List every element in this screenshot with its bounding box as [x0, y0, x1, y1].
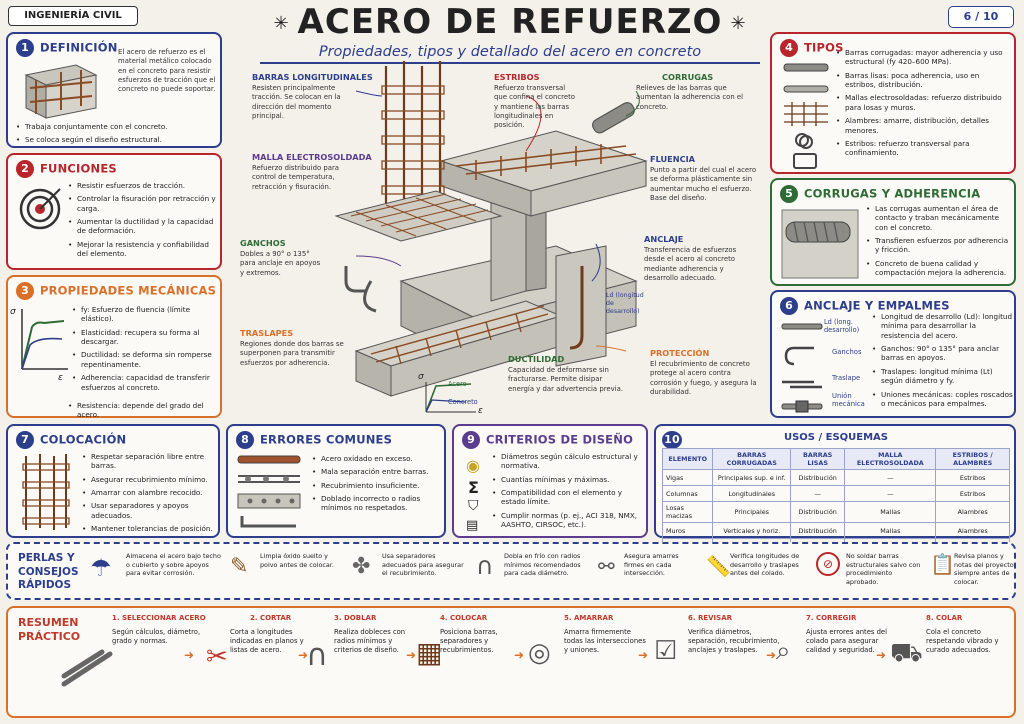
tipos-list: [836, 48, 1012, 162]
corrugas-title: CORRUGAS Y ADHERENCIA: [804, 186, 981, 201]
table-row: [663, 523, 1010, 539]
funciones-title: FUNCIONES: [40, 161, 117, 176]
propiedades-title: PROPIEDADES MECÁNICAS: [40, 283, 217, 298]
tip-text: Almacena el acero bajo techo o cubierto y sobre apoyos para evitar corrosión.: [126, 552, 221, 578]
criterios-bullet: • Cumplir normas (p. ej., ACI 318, NMX, AASHTO, CIRSOC, etc.).: [492, 511, 644, 530]
criterios-bullet: • Diámetros según cálculo estructural y normativa.: [492, 452, 644, 471]
panel-tipos: [770, 32, 1016, 174]
tip-text: Asegura amarres firmes en cada intersección.: [624, 552, 679, 578]
label-ganchos: GANCHOS: [240, 238, 286, 248]
usos-table-wrapper: [662, 448, 1010, 555]
step-title: 5. AMARRAR: [564, 614, 614, 622]
step-title: 8. COLAR: [926, 614, 963, 622]
corrugas-list: [866, 204, 1012, 282]
umbrella-icon: ☂: [90, 554, 112, 582]
magnifier-icon: ⌕: [776, 636, 791, 666]
panel-errores: [226, 424, 446, 538]
anclaje-bullet: • Uniones mecánicas: coples roscados o mecánicos para empalmes.: [872, 390, 1014, 409]
text-anclaje: Transferencia de esfuerzos desde el acero al concreto mediante adherencia y desarrollo adecuado.: [644, 246, 737, 282]
corrugas-bullet: • Las corrugas aumentan el área de contacto y traban mecánicamente con el concreto.: [866, 204, 1012, 232]
colocacion-bullet: • Mantener tolerancias de posición.: [82, 524, 218, 533]
errores-list: [312, 454, 444, 517]
text-estribos: Refuerzo transversal que confina el concreto y mantiene las barras longitudinales en posición.: [494, 84, 576, 130]
propiedades-list-last: [68, 401, 218, 424]
tipos-bullet: • Alambres: amarre, distribución, detalles menores.: [836, 116, 1012, 135]
page-subtitle: [260, 44, 760, 64]
tie-icon: ⚯: [598, 554, 615, 578]
cutter-icon: ✂: [206, 642, 228, 672]
usos-title: USOS / ESQUEMAS: [783, 432, 889, 443]
step-8: [926, 614, 1012, 656]
label-fluencia: FLUENCIA: [650, 154, 696, 164]
anclaje-bullet: • Ganchos: 90° o 135° para anclar barras en apoyos.: [872, 344, 1014, 363]
axis-epsilon-label: ε: [58, 373, 63, 383]
badge-8: 8: [236, 431, 254, 449]
anchorage-icons: [780, 318, 824, 418]
sigma-icon: Σ: [468, 478, 479, 497]
propiedades-bullet: • Adherencia: capacidad de transferir esfuerzos al concreto.: [72, 373, 218, 392]
text-ductilidad: Capacidad de deformarse sin fracturarse. Permite disipar energía y dar advertencia previa.: [508, 366, 624, 393]
text-ganchos: Dobles a 90° o 135° para anclaje en apoyos y extremos.: [240, 250, 321, 277]
table-cell: Alambres: [936, 523, 1010, 539]
page-title: [250, 2, 770, 44]
anclaje-bullet: • Traslapes: longitud mínima (Lt) según diámetro y fy.: [872, 367, 1014, 386]
usos-table: [662, 448, 1010, 555]
panel-criterios: [452, 424, 648, 538]
tip-text: Verifica longitudes de desarrollo y traslapes antes del colado.: [730, 552, 800, 578]
tipos-bullet: • Barras lisas: poca adherencia, uso en estribos, distribución.: [836, 71, 1012, 90]
tip-text: Dobla en frío con radios mínimos recomendados para cada diámetro.: [504, 552, 581, 578]
label-barras-longitudinales: BARRAS LONGITUDINALES: [252, 72, 373, 82]
arrow-icon: ➜: [184, 648, 195, 662]
table-cell: Distribución: [791, 523, 845, 539]
label-ductilidad: DUCTILIDAD: [508, 354, 565, 364]
criterios-title: CRITERIOS DE DISEÑO: [486, 432, 634, 447]
wire-spool-icon: ◎: [528, 638, 551, 668]
step-desc: Cola el concreto respetando vibrado y curado adecuados.: [926, 628, 999, 655]
badge-6: 6: [780, 297, 798, 315]
tipos-bullet: • Mallas electrosoldadas: refuerzo distribuido para losas y muros.: [836, 93, 1012, 112]
step-desc: Según cálculos, diámetro, grado y normas.: [112, 628, 201, 646]
badge-1: 1: [16, 39, 34, 57]
title-sparkle-right-icon: ✳: [730, 13, 747, 34]
colocacion-list: [82, 452, 218, 538]
badge-10: 10: [662, 431, 682, 449]
table-cell: Principales: [713, 502, 791, 523]
text-corrugas: Relieves de las barras que aumentan la adherencia con el concreto.: [636, 84, 744, 111]
curve-acero-label: Acero: [448, 380, 467, 388]
step-title: 3. DOBLAR: [334, 614, 377, 622]
panel-corrugas: [770, 178, 1016, 286]
ruler-icon: 📏: [706, 554, 731, 578]
table-cell: Mallas: [845, 502, 936, 523]
badge-2: 2: [16, 160, 34, 178]
errores-bullet: • Mala separación entre barras.: [312, 467, 444, 476]
colocacion-bullet: • Usar separadores y apoyos adecuados.: [82, 501, 218, 520]
step-desc: Ajusta errores antes del colado para asegurar calidad y seguridad.: [806, 628, 887, 655]
rebar-bundle-icon: [60, 648, 114, 688]
errores-bullet: • Acero oxidado en exceso.: [312, 454, 444, 463]
funciones-bullet: • Resistir esfuerzos de tracción.: [68, 181, 218, 190]
funciones-bullet: • Controlar la fisuración por retracción y carga.: [68, 194, 218, 213]
step-5: [564, 614, 648, 656]
arrow-icon: ➜: [514, 648, 525, 662]
title-sparkle-left-icon: ✳: [273, 13, 290, 34]
step-title: 7. CORREGIR: [806, 614, 857, 622]
panel-perlas: [6, 542, 1016, 600]
definicion-title: DEFINICIÓN: [40, 40, 118, 55]
table-cell: —: [845, 486, 936, 502]
arrow-icon: ➜: [766, 648, 777, 662]
axis-sigma-label: σ: [10, 307, 16, 317]
tipos-bullet: • Estribos: refuerzo transversal para confinamiento.: [836, 139, 1012, 158]
errores-bullet: • Recubrimiento insuficiente.: [312, 481, 444, 490]
table-row: [663, 470, 1010, 486]
table-cell: Estribos: [936, 470, 1010, 486]
panel-funciones: [6, 153, 222, 270]
definicion-bullet: • Se coloca según el diseño estructural.: [16, 135, 216, 144]
text-fluencia: Punto a partir del cual el acero se deforma plásticamente sin aumentar mucho el esfuerzo. Base del diseño.: [650, 166, 757, 202]
propiedades-bullet: • Elasticidad: recupera su forma al descargar.: [72, 328, 218, 347]
cage-step-icon: ▦: [416, 636, 443, 669]
label-estribos: ESTRIBOS: [494, 72, 540, 82]
badge-9: 9: [462, 431, 480, 449]
step-1: [112, 614, 204, 646]
checklist-icon: ☑: [654, 636, 678, 666]
rebar-types-icon: [782, 58, 830, 170]
rebar-errors-icon: [236, 454, 304, 532]
label-traslapes: TRASLAPES: [240, 328, 294, 338]
mixer-truck-icon: ⛟: [890, 638, 923, 668]
table-cell: Principales sup. e inf.: [713, 470, 791, 486]
colocacion-title: COLOCACIÓN: [40, 432, 127, 447]
shield-icon: ⛉: [468, 498, 479, 514]
rebar-cage-icon: [18, 452, 74, 534]
funciones-bullet: • Mejorar la resistencia y confiabilidad del elemento.: [68, 240, 218, 259]
definicion-bullet: • Trabaja conjuntamente con el concreto.: [16, 122, 216, 131]
funciones-list: [68, 181, 218, 263]
resumen-title: RESUMEN PRÁCTICO: [18, 616, 81, 644]
center-epsilon-label: ε: [478, 406, 483, 416]
label-proteccion: PROTECCIÓN: [650, 348, 710, 358]
center-illustration: [226, 66, 766, 422]
brush-icon: ✎: [230, 554, 249, 579]
colocacion-bullet: • Amarrar con alambre recocido.: [82, 488, 218, 497]
table-header: BARRAS CORRUGADAS: [713, 449, 791, 470]
step-title: 1. SELECCIONAR ACERO: [112, 614, 206, 622]
propiedades-bullet: • fy: Esfuerzo de fluencia (límite elástico).: [72, 305, 218, 324]
badge-5: 5: [780, 185, 798, 203]
target-icon: [18, 185, 64, 231]
propiedades-bullet: • Resistencia: depende del grado del acero.: [68, 401, 218, 420]
concrete-block-icon: [16, 60, 104, 122]
text-traslapes: Regiones donde dos barras se superponen para transmitir esfuerzos por adherencia.: [240, 340, 344, 367]
tip-text: Limpia óxido suelto y polvo antes de colocar.: [260, 552, 334, 569]
table-cell: Losas macizas: [663, 502, 713, 523]
errores-bullet: • Doblado incorrecto o radios mínimos no respetados.: [312, 494, 444, 513]
propiedades-bullet: • Ductilidad: se deforma sin romperse repentinamente.: [72, 350, 218, 369]
anclaje-bullet: • Longitud de desarrollo (Ld): longitud mínima para desarrollar la resistencia del acero.: [872, 312, 1014, 340]
table-row: [663, 502, 1010, 523]
center-sigma-label: σ: [418, 372, 424, 382]
table-cell: —: [845, 470, 936, 486]
panel-anclaje: [770, 290, 1016, 418]
anclaje-label-union: Unión mecánica: [832, 392, 865, 409]
label-anclaje: ANCLAJE: [644, 234, 684, 244]
corrugas-bullet: • Transfieren esfuerzos por adherencia y fricción.: [866, 236, 1012, 255]
step-desc: Amarra firmemente todas las intersecciones y uniones.: [564, 628, 646, 655]
tip-text: No soldar barras estructurales salvo con procedimiento aprobado.: [846, 552, 921, 586]
colocacion-bullet: • Asegurar recubrimiento mínimo.: [82, 475, 218, 484]
tip-text: Usa separadores adecuados para asegurar el recubrimiento.: [382, 552, 464, 578]
anclaje-list: [872, 312, 1014, 412]
table-cell: —: [791, 486, 845, 502]
arrow-icon: ➜: [876, 648, 887, 662]
bend-step-icon: ∩: [306, 638, 328, 673]
step-desc: Corta a longitudes indicadas en planos y listas de acero.: [230, 628, 304, 655]
criterios-bullet: • Cuantías mínimas y máximas.: [492, 475, 644, 484]
step-desc: Realiza dobleces con radios mínimos y criterios de diseño.: [334, 628, 406, 655]
definicion-text: El acero de refuerzo es el material metálico colocado en el concreto para resistir esfuerzos de tracción que el concreto no puede soportar.: [118, 48, 216, 94]
step-title: 6. REVISAR: [688, 614, 733, 622]
funciones-bullet: • Aumentar la ductilidad y la capacidad de deformación.: [68, 217, 218, 236]
text-malla-electrosoldada: Refuerzo distribuido para control de temperatura, retracción y fisuración.: [252, 164, 340, 191]
badge-3: 3: [16, 282, 34, 300]
perlas-title: PERLAS Y CONSEJOS RÁPIDOS: [18, 552, 79, 592]
tipos-title: TIPOS: [804, 40, 844, 55]
tip-text: Revisa planos y notas del proyecto siempre antes de colocar.: [954, 552, 1014, 586]
text-proteccion: El recubrimiento de concreto protege al acero contra corrosión y fuego, y asegura la durabilidad.: [650, 360, 757, 396]
anclaje-label-traslape: Traslape: [832, 374, 861, 382]
table-header: ESTRIBOS / ALAMBRES: [936, 449, 1010, 470]
label-malla-electrosoldada: MALLA ELECTROSOLDADA: [252, 152, 372, 162]
panel-resumen: [6, 606, 1016, 718]
table-cell: Verticales y horiz.: [713, 523, 791, 539]
bend-icon: ∩: [476, 552, 494, 580]
title-text: ACERO DE REFUERZO: [297, 2, 723, 42]
panel-propiedades: [6, 275, 222, 418]
text-barras-longitudinales: Resisten principalmente tracción. Se colocan en la dirección del momento principal.: [252, 84, 341, 120]
book-icon: ▤: [466, 518, 479, 533]
table-cell: Muros: [663, 523, 713, 539]
table-cell: Vigas: [663, 470, 713, 486]
label-ld: Ld (longitud de desarrollo): [606, 292, 644, 316]
table-header: BARRAS LISAS: [791, 449, 845, 470]
step-title: 4. COLOCAR: [440, 614, 488, 622]
page-number-text: 6 / 10: [963, 10, 999, 23]
criterios-list: [492, 452, 644, 534]
page-number: [948, 6, 1014, 28]
badge-7: 7: [16, 431, 34, 449]
table-cell: Columnas: [663, 486, 713, 502]
table-header: ELEMENTO: [663, 449, 713, 470]
panel-usos: [654, 424, 1016, 538]
corrugas-bullet: • Concreto de buena calidad y compactación mejora la adherencia.: [866, 259, 1012, 278]
table-cell: Distribución: [791, 502, 845, 523]
curve-concreto-label: Concreto: [448, 398, 478, 406]
table-header: MALLA ELECTROSOLDADA: [845, 449, 936, 470]
errores-title: ERRORES COMUNES: [260, 432, 393, 447]
panel-definicion: [6, 32, 222, 148]
step-title: 2. CORTAR: [250, 614, 292, 622]
table-cell: Mallas: [845, 523, 936, 539]
arrow-icon: ➜: [638, 648, 649, 662]
table-cell: Estribos: [936, 486, 1010, 502]
table-cell: Longitudinales: [713, 486, 791, 502]
stress-strain-icon: [14, 305, 70, 375]
tape-measure-icon: ◉: [466, 456, 480, 475]
arrow-icon: ➜: [406, 648, 417, 662]
panel-colocacion: [6, 424, 220, 538]
label-corrugas: CORRUGAS: [662, 72, 714, 82]
criterios-bullet: • Compatibilidad con el elemento y estado límite.: [492, 488, 644, 507]
corrugated-bar-icon: [780, 208, 860, 280]
badge-4: 4: [780, 39, 798, 57]
definicion-list: [16, 122, 216, 149]
subtitle-text: Propiedades, tipos y detallado del acero en concreto: [318, 44, 702, 60]
propiedades-list: [72, 305, 218, 396]
anclaje-title: ANCLAJE Y EMPALMES: [804, 298, 950, 313]
section-tag-text: INGENIERÍA CIVIL: [24, 10, 122, 21]
table-cell: Alambres: [936, 502, 1010, 523]
clipboard-icon: 📋: [930, 552, 955, 576]
spacer-icon: ✤: [352, 554, 371, 579]
anclaje-label-ganchos: Ganchos: [832, 348, 862, 356]
section-tag: [8, 6, 138, 26]
tipos-bullet: • Barras corrugadas: mayor adherencia y uso estructural (fy 420–600 MPa).: [836, 48, 1012, 67]
anclaje-label-ld: Ld (long. desarrollo): [824, 318, 860, 335]
no-welding-icon: ⊘: [816, 552, 840, 576]
step-desc: Verifica diámetros, separación, recubrimiento, anclajes y traslapes.: [688, 628, 780, 655]
colocacion-bullet: • Respetar separación libre entre barras.: [82, 452, 218, 471]
step-desc: Posiciona barras, separadores y recubrimientos.: [440, 628, 498, 655]
table-row: [663, 486, 1010, 502]
table-cell: Distribución: [791, 470, 845, 486]
arrow-icon: ➜: [298, 648, 309, 662]
